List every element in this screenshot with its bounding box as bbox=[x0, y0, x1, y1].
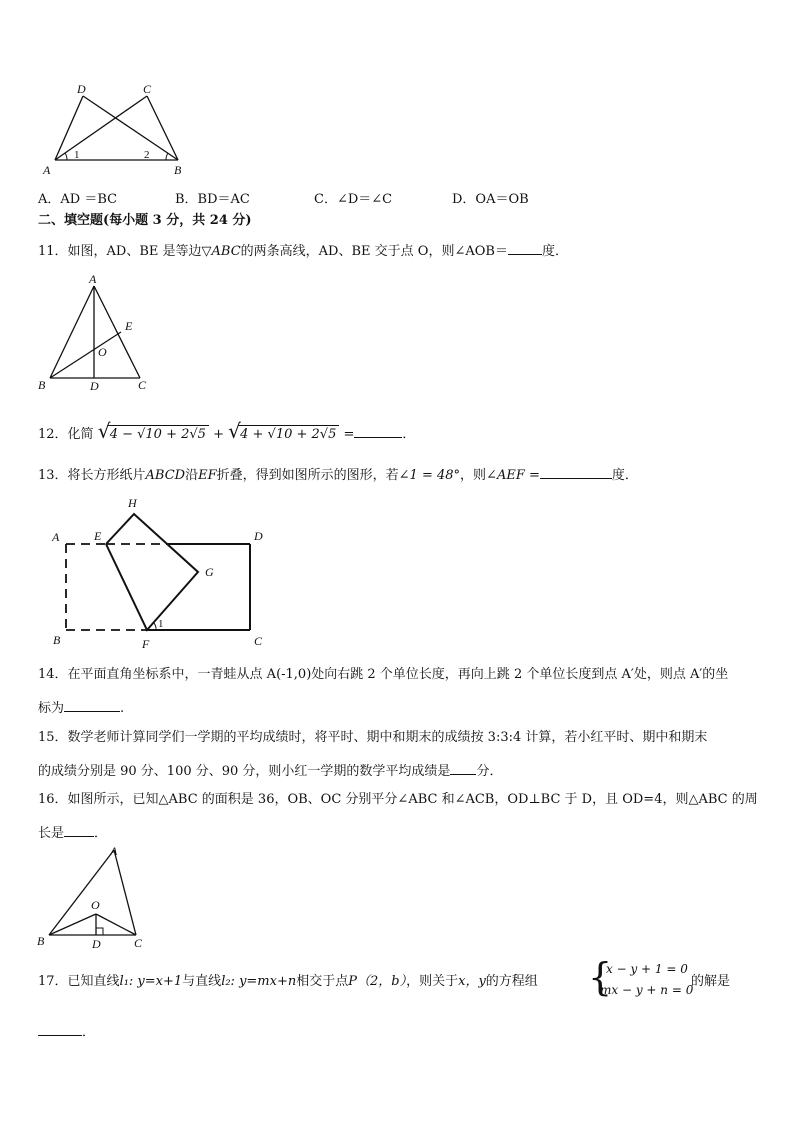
q16-line-1: 16．如图所示，已知△ABC 的面积是 36，OB、OC 分别平分∠ABC 和∠ACB，OD⊥BC 于 D，且 OD=4，则△ABC 的周 bbox=[38, 792, 758, 807]
q11-pre: 11．如图，AD、BE 是等边 bbox=[38, 244, 202, 259]
q12-radical-1: √ 4 − √10 + 2√5 bbox=[108, 425, 209, 444]
q11-figure bbox=[34, 272, 159, 394]
label-E: E bbox=[125, 319, 133, 333]
q16-line-2: 长是 ． bbox=[38, 822, 107, 843]
q12-pre: 12．化简 bbox=[38, 427, 94, 442]
q10-figure bbox=[40, 82, 190, 180]
q13-answer-blank bbox=[540, 464, 612, 479]
q17-line-l1: l₁: y=x+1 bbox=[119, 974, 183, 989]
q12-answer-blank bbox=[354, 423, 402, 438]
q16-figure bbox=[36, 842, 148, 952]
q17-text: 17．已知直线l₁: y=x+1与直线l₂: y=mx+n相交于点P（2，b），则关于x，y的方程组 bbox=[38, 974, 538, 989]
label-D: D bbox=[254, 529, 263, 543]
label-A: A bbox=[43, 163, 51, 177]
q17-eq-2: mx − y + n = 0 bbox=[600, 983, 694, 997]
q17-vars: x，y bbox=[458, 974, 486, 989]
label-A: A bbox=[89, 272, 97, 286]
label-A: A bbox=[110, 844, 118, 858]
q11-unit: 度． bbox=[541, 244, 568, 259]
q13-condition: ∠1 = 48° bbox=[398, 468, 461, 483]
option-b: B．BD＝AC bbox=[175, 192, 250, 207]
angle-1-label: 1 bbox=[74, 149, 80, 161]
label-G: G bbox=[205, 565, 214, 579]
q12-radical-2: √ 4 + √10 + 2√5 bbox=[238, 425, 339, 444]
q17-brace: { bbox=[588, 955, 613, 999]
label-D: D bbox=[92, 937, 101, 951]
label-F: F bbox=[142, 637, 150, 651]
option-d: D．OA＝OB bbox=[452, 192, 529, 207]
q17-point-p: P（2，b） bbox=[348, 974, 407, 989]
q14-line-1: 14．在平面直角坐标系中，一青蛙从点 A(-1,0)处向右跳 2 个单位长度，再向上跳 2 个单位长度到点 A′处，则点 A′的坐 bbox=[38, 667, 729, 682]
q12-expr-1: 4 − √10 + 2√5 bbox=[109, 427, 206, 442]
q13-figure bbox=[48, 492, 278, 654]
q17-answer-line: ． bbox=[38, 1021, 95, 1042]
q11-answer-blank bbox=[508, 240, 542, 255]
q13-fold-line: EF bbox=[198, 468, 217, 483]
label-D: D bbox=[77, 82, 86, 96]
label-C: C bbox=[254, 634, 263, 648]
label-C: C bbox=[143, 82, 152, 96]
q11-post: 的两条高线，AD、BE 交于点 O，则∠AOB＝ bbox=[240, 244, 508, 259]
q14-line-2: 标为 . bbox=[38, 697, 124, 718]
q16-answer-blank bbox=[64, 822, 94, 837]
q15-answer-blank bbox=[450, 760, 476, 775]
label-D: D bbox=[90, 379, 99, 393]
label-E: E bbox=[94, 529, 102, 543]
q12-text bbox=[38, 419, 416, 445]
q11-text bbox=[38, 240, 568, 261]
q15-line-2: 的成绩分别是 90 分、100 分、90 分，则小红一学期的数学平均成绩是 分． bbox=[38, 760, 502, 781]
q17-post: 的解是 bbox=[691, 974, 731, 989]
q13-ask: ∠AEF = bbox=[486, 468, 540, 483]
option-a: A．AD ＝BC bbox=[38, 192, 118, 207]
q11-triangle: ▽ABC bbox=[201, 244, 241, 259]
label-B: B bbox=[37, 934, 45, 948]
q12-plus: + bbox=[213, 427, 224, 442]
q17-answer-blank bbox=[38, 1021, 82, 1036]
q17-line-l2: l₂: y=mx+n bbox=[221, 974, 297, 989]
label-B: B bbox=[38, 378, 46, 392]
q13-text: 13．将长方形纸片ABCD沿EF折叠，得到如图所示的图形，若∠1 = 48°，则∠AEF = 度． bbox=[38, 464, 638, 485]
q12-eq: = bbox=[343, 427, 355, 442]
option-c: C．∠D＝∠C bbox=[314, 192, 393, 207]
label-O: O bbox=[98, 345, 107, 359]
q12-expr-2: 4 + √10 + 2√5 bbox=[240, 427, 337, 442]
q17-eq-1: x − y + 1 = 0 bbox=[606, 962, 688, 976]
label-B: B bbox=[53, 633, 61, 647]
label-C: C bbox=[134, 936, 143, 950]
label-O: O bbox=[91, 898, 100, 912]
q12-end: ． bbox=[402, 427, 416, 442]
q17-system bbox=[588, 955, 698, 1002]
q15-line-1: 15．数学老师计算同学们一学期的平均成绩时，将平时、期中和期末的成绩按 3:3:4 计算，若小红平时、期中和期末 bbox=[38, 730, 708, 745]
q13-rect: ABCD bbox=[145, 468, 186, 483]
angle-1-label: 1 bbox=[158, 618, 164, 630]
label-B: B bbox=[174, 163, 182, 177]
q14-answer-blank bbox=[64, 697, 120, 712]
label-H: H bbox=[128, 496, 137, 510]
angle-2-label: 2 bbox=[144, 149, 150, 161]
label-C: C bbox=[138, 378, 147, 392]
label-A: A bbox=[52, 530, 60, 544]
section-heading: 二、填空题(每小题 3 分，共 24 分) bbox=[38, 213, 252, 228]
q10-options bbox=[38, 188, 758, 206]
